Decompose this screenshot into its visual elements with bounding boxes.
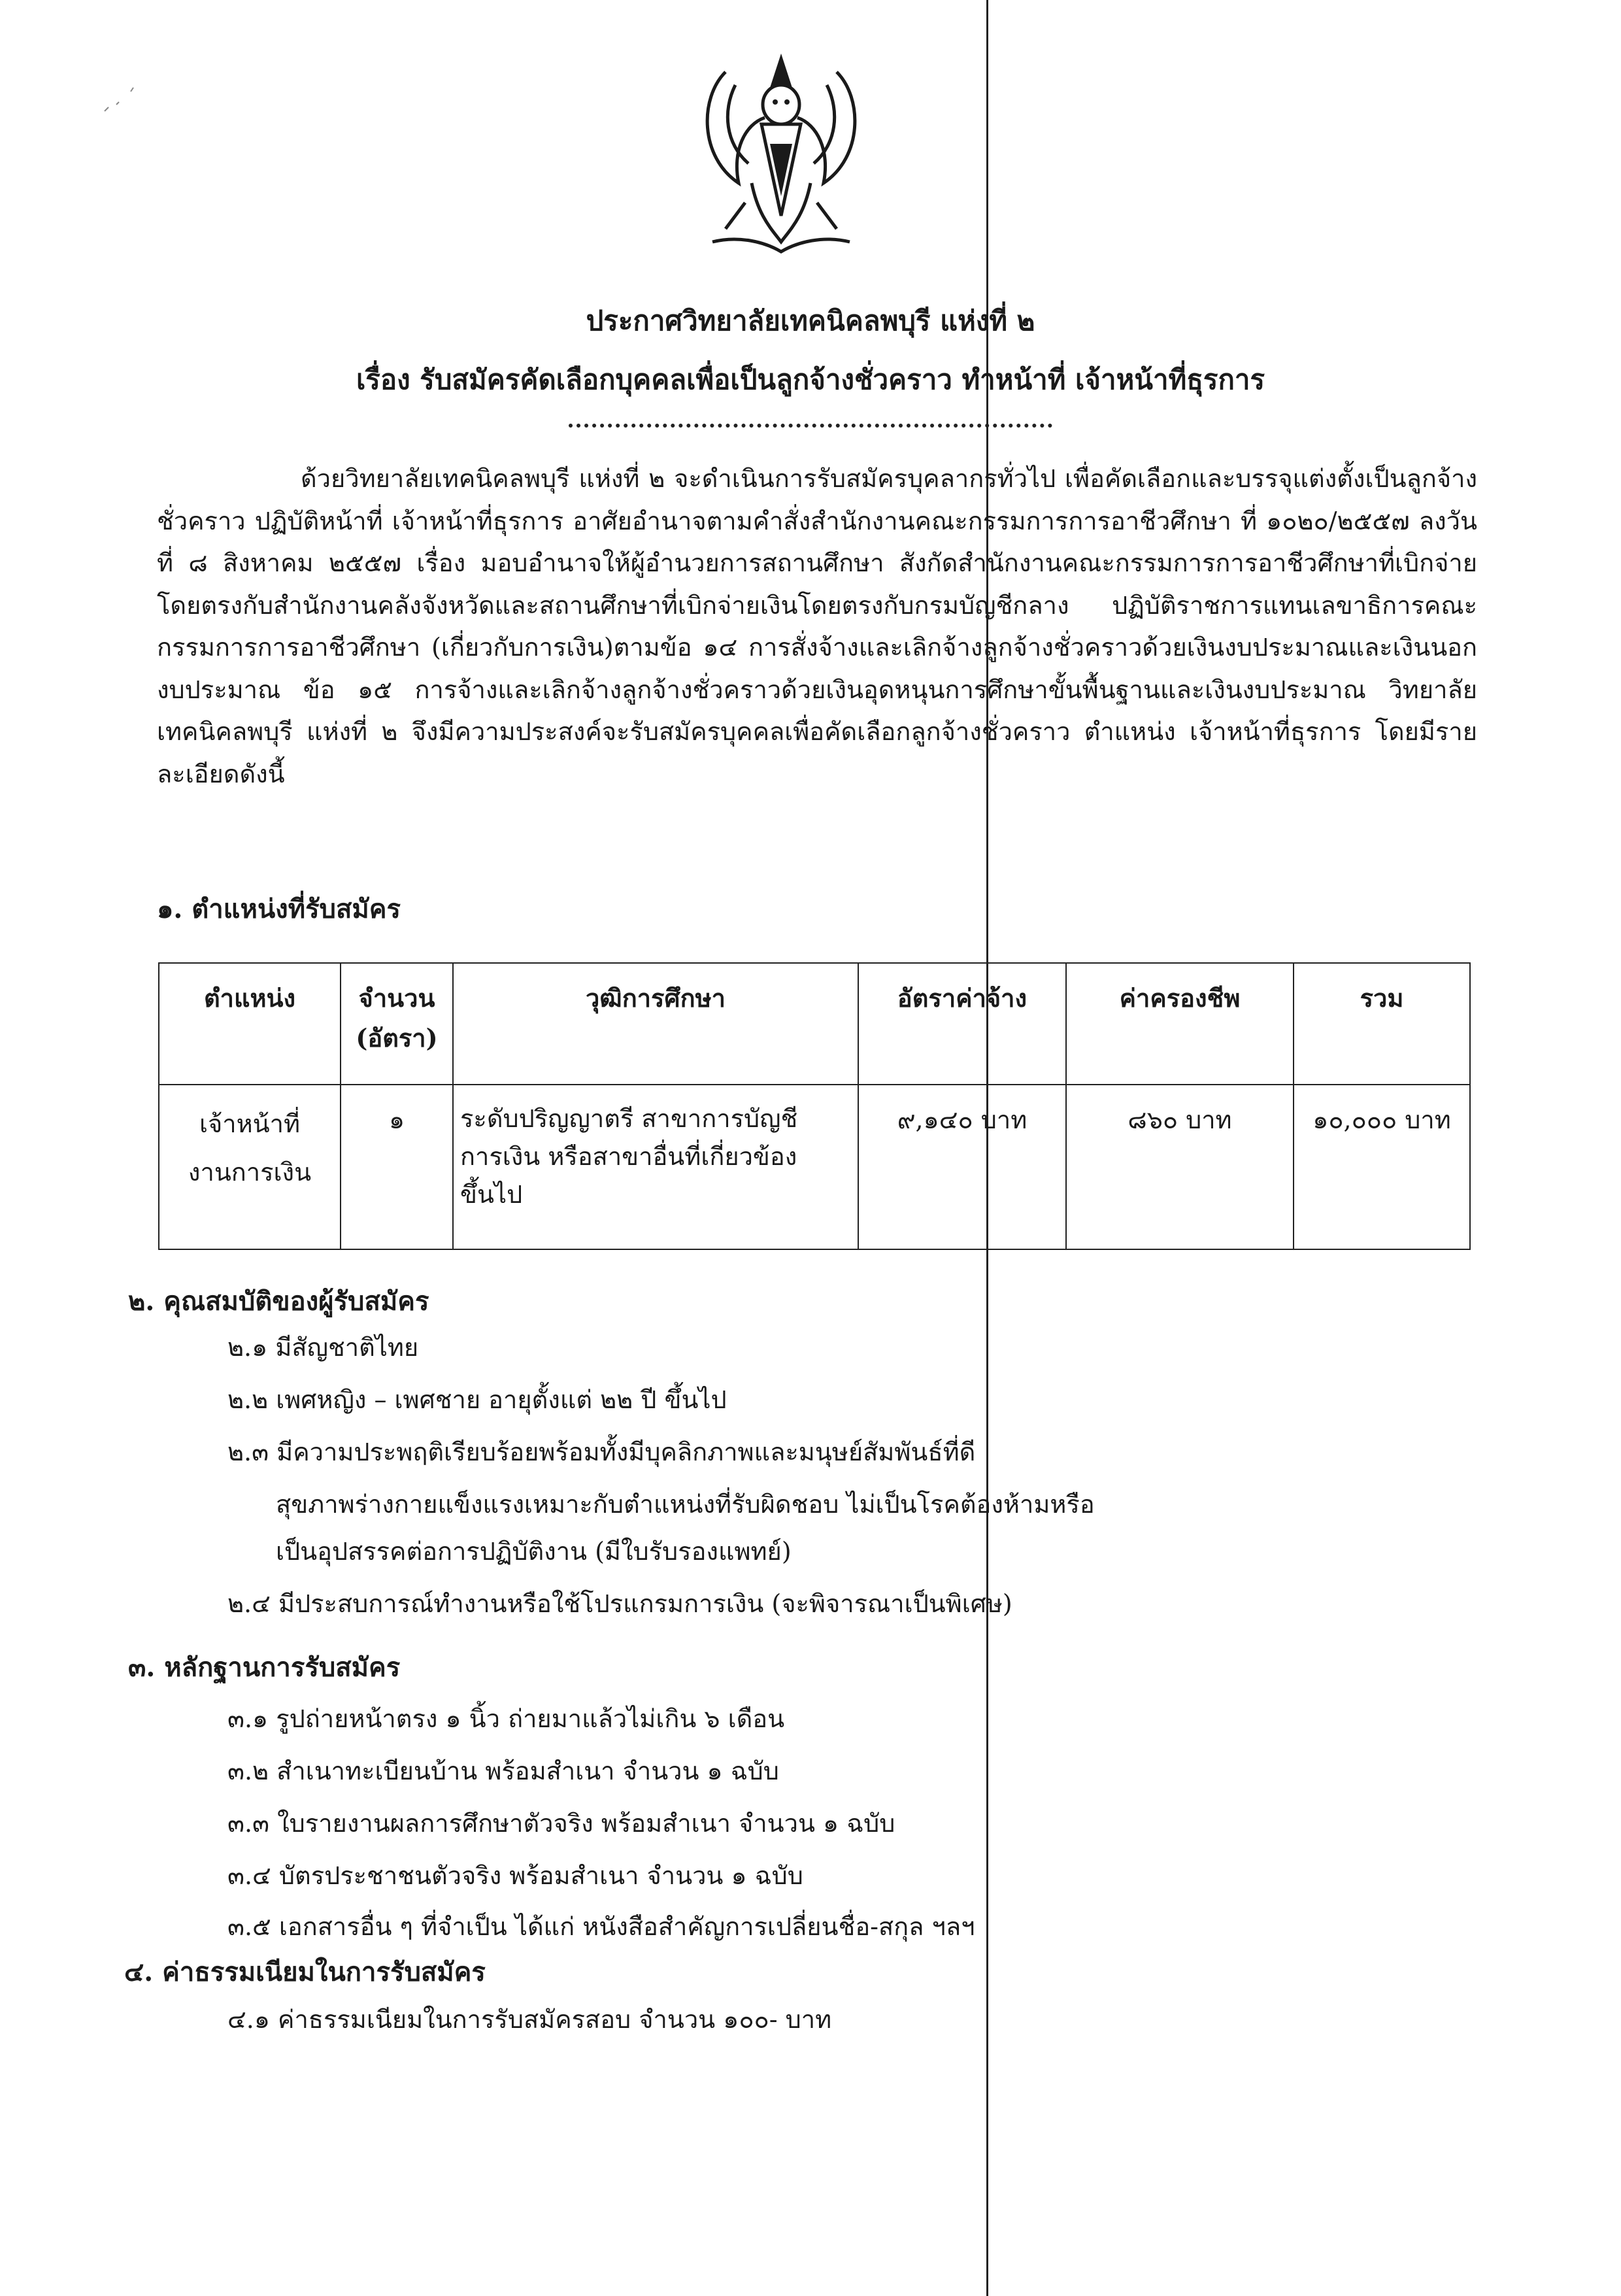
dotted-separator — [569, 424, 1052, 428]
list-item-continuation: เป็นอุปสรรคต่อการปฏิบัติงาน (มีใบรับรองแพทย์) — [276, 1537, 792, 1566]
list-item: ๔.๑ ค่าธรรมเนียมในการรับสมัครสอบ จำนวน ๑๐๐- บาท — [227, 2005, 832, 2034]
list-item: ๒.๒ เพศหญิง – เพศชาย อายุตั้งแต่ ๒๒ ปี ขึ้นไป — [227, 1385, 727, 1414]
col-count-header: จำนวน (อัตรา) — [341, 963, 453, 1085]
list-item: ๓.๓ ใบรายงานผลการศึกษาตัวจริง พร้อมสำเนา จำนวน ๑ ฉบับ — [227, 1809, 895, 1838]
announcement-subject: เรื่อง รับสมัครคัดเลือกบุคคลเพื่อเป็นลูกจ้างชั่วคราว ทำหน้าที่ เจ้าหน้าที่ธุรการ — [356, 363, 1265, 396]
list-item: ๓.๒ สำเนาทะเบียนบ้าน พร้อมสำเนา จำนวน ๑ ฉบับ — [227, 1757, 779, 1785]
list-item: ๓.๔ บัตรประชาชนตัวจริง พร้อมสำเนา จำนวน ๑ ฉบับ — [227, 1861, 803, 1890]
list-item-continuation: สุขภาพร่างกายแข็งแรงเหมาะกับตำแหน่งที่รับผิดชอบ ไม่เป็นโรคต้องห้ามหรือ — [276, 1490, 1095, 1519]
section-3-heading: ๓. หลักฐานการรับสมัคร — [128, 1652, 401, 1683]
table-header-row — [159, 963, 1470, 1085]
col-position-header: ตำแหน่ง — [159, 963, 341, 1085]
list-item: ๒.๑ มีสัญชาติไทย — [227, 1333, 419, 1362]
col-education-header: วุฒิการศึกษา — [453, 963, 858, 1085]
cell-count: ๑ — [341, 1085, 453, 1249]
garuda-emblem-icon — [686, 46, 876, 262]
section-2-heading: ๒. คุณสมบัติของผู้รับสมัคร — [128, 1286, 429, 1317]
col-wage-header: อัตราค่าจ้าง — [858, 963, 1066, 1085]
list-item: ๓.๑ รูปถ่ายหน้าตรง ๑ นิ้ว ถ่ายมาแล้วไม่เกิน ๖ เดือน — [227, 1704, 785, 1733]
table-row — [159, 1085, 1470, 1249]
section-4-heading: ๔. ค่าธรรมเนียมในการรับสมัคร — [124, 1957, 486, 1987]
col-total-header: รวม — [1294, 963, 1470, 1085]
cell-position: เจ้าหน้าที่ งานการเงิน — [159, 1085, 341, 1249]
position-table — [158, 962, 1471, 1250]
cell-education: ระดับปริญญาตรี สาขาการบัญชี การเงิน หรือสาขาอื่นที่เกี่ยวข้อง ขึ้นไป — [453, 1085, 858, 1249]
cell-wage: ๙,๑๔๐ บาท — [858, 1085, 1066, 1249]
col-cost-of-living-header: ค่าครองชีพ — [1066, 963, 1294, 1085]
section-1-heading: ๑. ตำแหน่งที่รับสมัคร — [157, 894, 401, 924]
list-item: ๒.๔ มีประสบการณ์ทำงานหรือใช้โปรแกรมการเงิน (จะพิจารณาเป็นพิเศษ) — [227, 1589, 1012, 1618]
cell-cost-of-living: ๘๖๐ บาท — [1066, 1085, 1294, 1249]
announcement-title: ประกาศวิทยาลัยเทคนิคลพบุรี แห่งที่ ๒ — [586, 305, 1035, 337]
list-item: ๒.๓ มีความประพฤติเรียบร้อยพร้อมทั้งมีบุคลิกภาพและมนุษย์สัมพันธ์ที่ดี — [227, 1438, 976, 1466]
scan-speck-marks — [98, 78, 144, 118]
list-item: ๓.๕ เอกสารอื่น ๆ ที่จำเป็น ได้แก่ หนังสือสำคัญการเปลี่ยนชื่อ-สกุล ฯลฯ — [227, 1912, 975, 1941]
intro-paragraph: ด้วยวิทยาลัยเทคนิคลพบุรี แห่งที่ ๒ จะดำเนินการรับสมัครบุคลากรทั่วไป เพื่อคัดเลือกและบรรจุแต่งตั้งเป็นลูกจ้างชั่วคราว ปฏิบัติหน้าที่ เจ้าหน้าที่ธุรการ อาศัยอำนาจตามคำสั่งสำนักงานคณะกรรมการการอาชีวศึกษา ที่ ๑๐๒๐/๒๕๕๗ ลงวันที่ ๘ สิงหาคม ๒๕๕๗ เรื่อง มอบอำนาจให้ผู้อำนวยการสถานศึกษา สังกัดสำนักงานคณะกรรมการการอาชีวศึกษาที่เบิกจ่ายโดยตรงกับสำนักงานคลังจังหวัดและสถานศึกษาที่เบิกจ่ายเงินโดยตรงกับกรมบัญชีกลาง ปฏิบัติราชการแทนเลขาธิการคณะกรรมการการอาชีวศึกษา (เกี่ยวกับการเงิน)ตามข้อ ๑๔ การสั่งจ้างและเลิกจ้างลูกจ้างชั่วคราวด้วยเงินงบประมาณและเงินนอกงบประมาณ ข้อ ๑๕ การจ้างและเลิกจ้างลูกจ้างชั่วคราวด้วยเงินอุดหนุนการศึกษาขั้นพื้นฐานและเงินงบประมาณ วิทยาลัยเทคนิคลพบุรี แห่งที่ ๒ จึงมีความประสงค์จะรับสมัครบุคคลเพื่อคัดเลือกลูกจ้างชั่วคราว ตำแหน่ง เจ้าหน้าที่ธุรการ โดยมีรายละเอียดดังนี้ — [157, 464, 1477, 788]
cell-total: ๑๐,๐๐๐ บาท — [1294, 1085, 1470, 1249]
